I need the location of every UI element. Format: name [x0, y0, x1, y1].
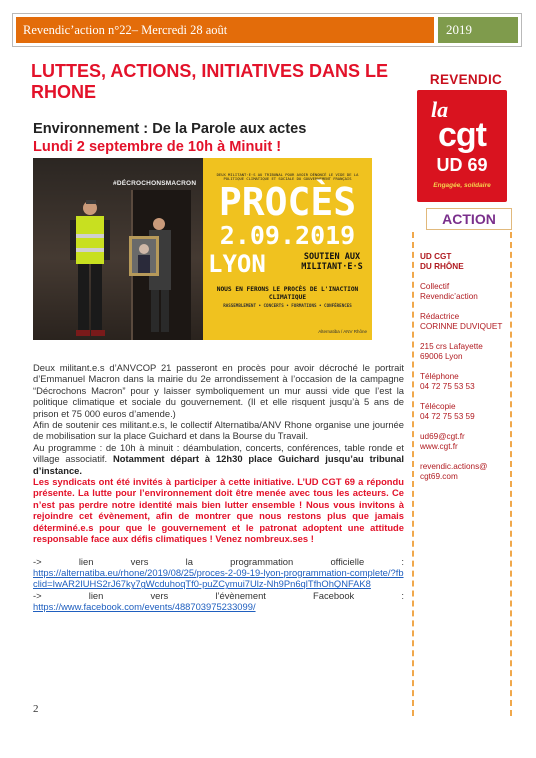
- phone-number: 04 72 75 53 53: [420, 382, 475, 391]
- sidebar-action-title: ACTION: [426, 208, 512, 230]
- photo-person-vest: [69, 198, 111, 338]
- poster-credit: Alternatiba / ANV Rhône: [318, 329, 367, 334]
- revendic-email-line-1[interactable]: revendic.actions@: [420, 462, 488, 471]
- year-label: 2019: [438, 17, 518, 43]
- org-line-2: DU RHÔNE: [420, 262, 464, 271]
- section-title: LUTTES, ACTIONS, INITIATIVES DANS LE RHONE: [31, 61, 389, 102]
- issue-label: Revendic’action n°22– Mercredi 28 août: [16, 17, 434, 43]
- sidebar: [412, 72, 512, 716]
- revendic-email-line-2[interactable]: cgt69.com: [420, 472, 458, 481]
- logo-slogan: Engagée, solidaire: [433, 182, 491, 189]
- poster-activities: RASSEMBLEMENT • CONCERTS • FORMATIONS • CONFÉRENCES: [223, 303, 352, 308]
- poster-soutien: SOUTIEN AUX MILITANT·E·S: [301, 252, 363, 272]
- poster-subheading: DEUX MILITANT·E·S AU TRIBUNAL POUR AVOIR DÉNONCÉ LE VIDE DE LA POLITIQUE CLIMATIQUE ET SOCIALE DU GOUVERNEMENT FRANÇAIS: [216, 172, 359, 182]
- website-link[interactable]: www.cgt.fr: [420, 442, 458, 451]
- redactrice-label: Rédactrice: [420, 312, 460, 321]
- redactrice-name: CORINNE DUVIQUET: [420, 322, 503, 331]
- phone-label: Téléphone: [420, 372, 459, 381]
- programme-text: Au programme : de 10h à minuit : déambulation, concerts, conférences, table ronde et village associatif.: [33, 441, 404, 465]
- poster-tagline: NOUS EN FERONS LE PROCÈS DE L'INACTION CLIMATIQUE: [216, 286, 359, 301]
- article-body: [33, 362, 404, 613]
- logo-ud: UD 69: [436, 155, 488, 175]
- address-line-2: 69006 Lyon: [420, 352, 463, 361]
- collectif-line-2: Revendic’action: [420, 292, 478, 301]
- programme-departure: Notamment départ à 12h30 place Guichard jusqu’au tribunal d’instance.: [33, 453, 405, 476]
- sidebar-contact-panel: [412, 232, 512, 716]
- programme-link[interactable]: https://alternatiba.eu/rhone/2019/08/25/proces-2-09-19-lyon-programmation-complete/?fbclid=IwAR2IUHS2rJ67ky7gWcduhoqTf0-puZCymui7Ulz-Nh9Pn6qlTfhOhQNFAK8: [33, 566, 404, 590]
- cgt-logo: [417, 90, 507, 202]
- photo-person-portrait: [129, 216, 175, 336]
- facebook-event-link[interactable]: https://www.facebook.com/events/488703975233099/: [33, 601, 256, 613]
- paragraph-3: [33, 442, 404, 476]
- fax-label: Télécopie: [420, 402, 456, 411]
- header-bar: [12, 13, 522, 47]
- address-line-1: 215 crs Lafayette: [420, 342, 483, 351]
- link2-caption: -> lien vers l’évènement Facebook :: [33, 589, 404, 601]
- email-link[interactable]: ud69@cgt.fr: [420, 432, 465, 441]
- cgt-statement: Les syndicats ont été invités à participer à cette initiative. L’UD CGT 69 a répondu présente. La lutte pour l’environnement doit être menée avec tous les acteurs. Ce n’est pas perdre notre identité mais bien lutter ensemble ! Nous vous invitons à rejoindre cet évènement, afin de montrer que nous restons plus que jamais déterminé.e.s pour que le gouvernement et le patronat adoptent une attitude responsable face aux défis climatiques ! Venez nombreux.ses !: [33, 476, 404, 545]
- article-date: Lundi 2 septembre de 10h à Minuit !: [33, 139, 282, 155]
- event-poster: [203, 158, 372, 340]
- paragraph-2: Afin de soutenir ces militant.e.s, le collectif Alternatiba/ANV Rhone organise une journée de mobilisation sur la place Guichard et dans la Bourse du Travail.: [33, 419, 404, 442]
- poster-proces: PROCÈS: [218, 180, 357, 224]
- spacer: [33, 545, 404, 556]
- protest-photo: [33, 158, 203, 340]
- link1-caption: -> lien vers la programmation officielle :: [33, 555, 404, 567]
- photo-hashtag: #DÉCROCHONSMACRON: [113, 180, 197, 187]
- poster-city: LYON: [208, 250, 266, 278]
- poster-date: 2.09.2019: [219, 221, 356, 250]
- logo-la: la: [431, 97, 449, 122]
- sidebar-revendic-title: REVENDIC: [429, 72, 503, 87]
- org-line-1: UD CGT: [420, 252, 452, 261]
- article-title: Environnement : De la Parole aux actes: [33, 121, 307, 137]
- fax-number: 04 72 75 53 59: [420, 412, 475, 421]
- collectif-line-1: Collectif: [420, 282, 450, 291]
- paragraph-1: Deux militant.e.s d’ANVCOP 21 passeront en procès pour avoir décroché le portrait d’Emmanuel Macron dans la mairie du 2e arrondissement à l’occasion de la campagne “Décrochons Macron” pour y laisser symboliquement un mur aussi vide que l’est la politique climatique et sociale du gouvernement. (Il et elle risquent jusqu’à 5 ans de prison et 75 000 euros d’amende.): [33, 362, 404, 419]
- logo-cgt: cgt: [438, 116, 486, 154]
- page-number: 2: [33, 703, 39, 715]
